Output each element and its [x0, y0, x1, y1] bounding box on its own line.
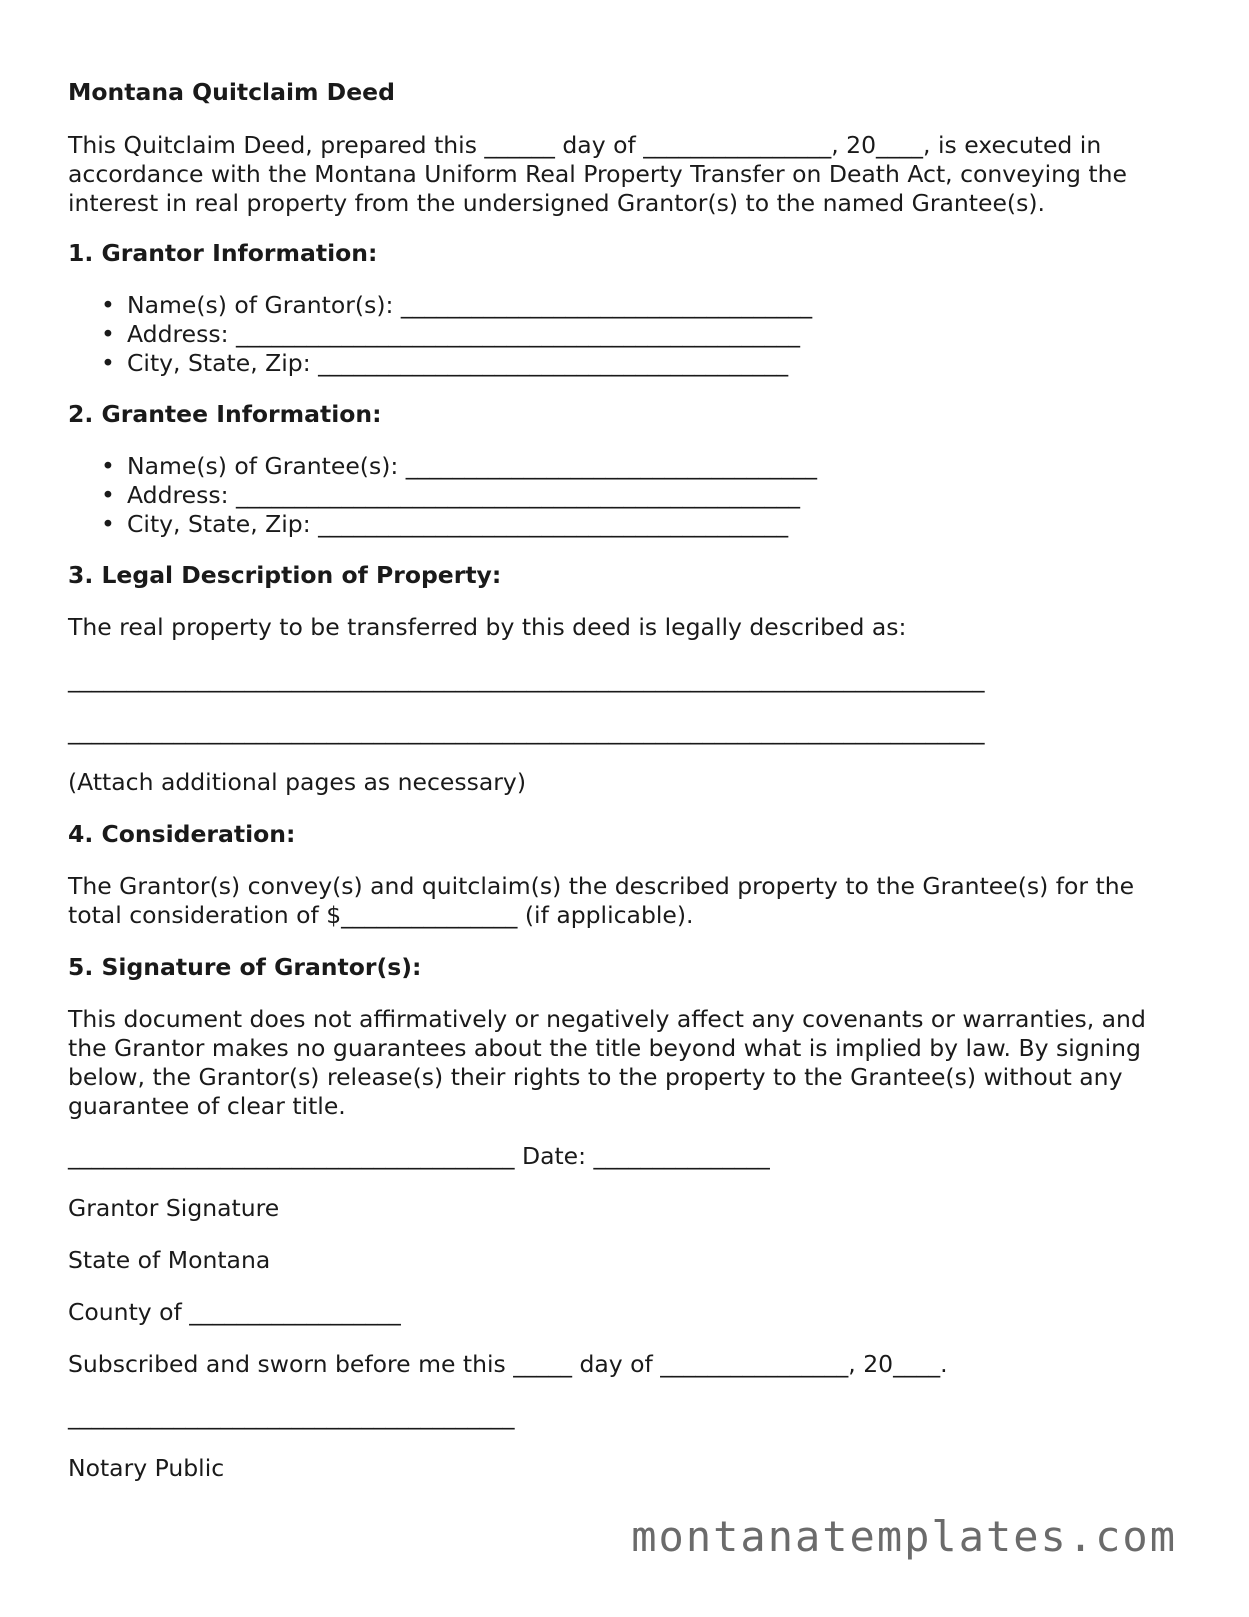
watermark: montanatemplates.com — [631, 1512, 1177, 1561]
signature-heading: 5. Signature of Grantor(s): — [68, 953, 422, 981]
grantor-name-field: • Name(s) of Grantor(s): ___________________________________ — [68, 291, 812, 320]
legal-line-1: ______________________________________________________________________________ — [68, 665, 985, 693]
attach-note: (Attach additional pages as necessary) — [68, 768, 526, 796]
intro-paragraph: This Quitclaim Deed, prepared this ______ day of ________________, 20____, is executed in accordance with the Montana Uniform Real Property Transfer on Death Act, conveying the interest in real property from the undersigned Grantor(s) to the named Grantee(s). — [68, 131, 1127, 217]
legal-text: The real property to be transferred by this deed is legally described as: — [68, 613, 907, 641]
consideration-heading: 4. Consideration: — [68, 820, 296, 848]
grantor-list — [68, 291, 812, 378]
grantor-city-field: • City, State, Zip: ________________________________________ — [68, 349, 812, 378]
signature-text: This document does not affirmatively or negatively affect any covenants or warranties, and the Grantor makes no guarantees about the title beyond what is implied by law. By signing below, the Grantor(s) release(s) their rights to the property to the Grantee(s) without any guarantee of clear title. — [68, 1005, 1146, 1120]
grantor-signature-label: Grantor Signature — [68, 1194, 280, 1222]
grantee-address-field: • Address: ________________________________________________ — [68, 481, 817, 510]
page-title: Montana Quitclaim Deed — [68, 78, 395, 106]
grantor-heading: 1. Grantor Information: — [68, 239, 378, 267]
signature-date-line: ______________________________________ Date: _______________ — [68, 1142, 770, 1170]
grantee-city-field: • City, State, Zip: ________________________________________ — [68, 510, 817, 539]
state-line: State of Montana — [68, 1246, 271, 1274]
county-line: County of __________________ — [68, 1298, 401, 1326]
grantor-address-field: • Address: ________________________________________________ — [68, 320, 812, 349]
notary-signature-line: ______________________________________ — [68, 1402, 515, 1430]
grantee-list — [68, 452, 817, 539]
legal-line-2: ______________________________________________________________________________ — [68, 717, 985, 745]
grantee-heading: 2. Grantee Information: — [68, 400, 382, 428]
consideration-text: The Grantor(s) convey(s) and quitclaim(s) the described property to the Grantee(s) for the total consideration of $_______________ (if applicable). — [68, 872, 1135, 929]
subscribed-line: Subscribed and sworn before me this _____ day of ________________, 20____. — [68, 1350, 948, 1378]
grantee-name-field: • Name(s) of Grantee(s): ___________________________________ — [68, 452, 817, 481]
legal-heading: 3. Legal Description of Property: — [68, 561, 502, 589]
notary-label: Notary Public — [68, 1454, 225, 1482]
